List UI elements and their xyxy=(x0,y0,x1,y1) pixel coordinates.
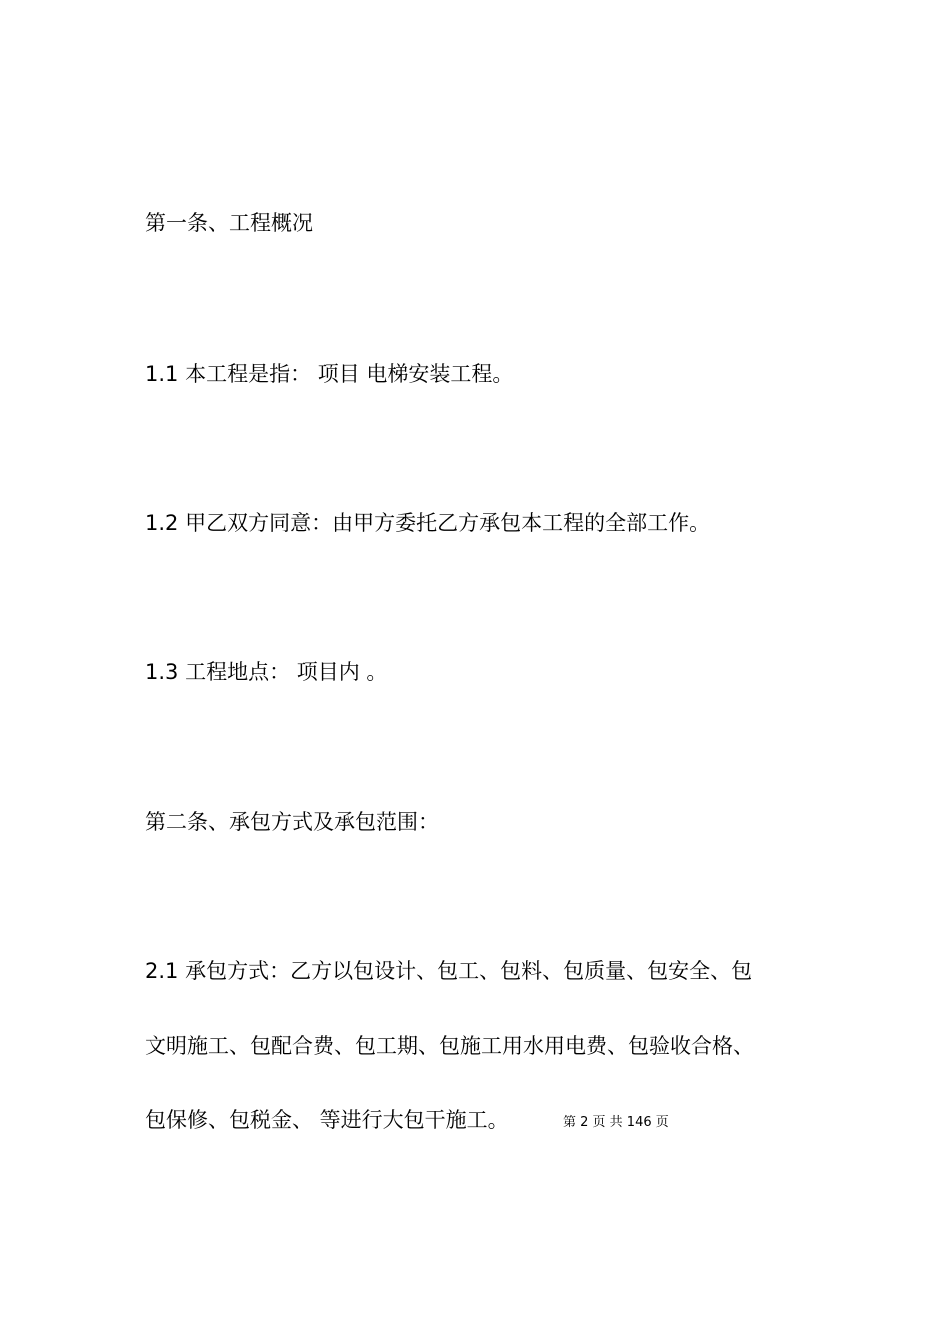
page-number: 第 2 页 共 146 页 xyxy=(563,1115,669,1130)
clause-1-3: 1.3 工程地点： 项目内 。 xyxy=(145,660,388,684)
clause-2-1-line-3: 包保修、包税金、 等进行大包干施工。 xyxy=(145,1108,509,1132)
clause-2-1-line-2: 文明施工、包配合费、包工期、包施工用水用电费、包验收合格、 xyxy=(145,1034,754,1058)
section-heading-1: 第一条、工程概况 xyxy=(145,211,313,235)
clause-2-1-line-1: 2.1 承包方式：乙方以包设计、包工、包料、包质量、包安全、包 xyxy=(145,959,753,983)
section-heading-2: 第二条、承包方式及承包范围： xyxy=(145,810,439,834)
clause-1-1: 1.1 本工程是指： 项目 电梯安装工程。 xyxy=(145,362,514,386)
clause-1-2: 1.2 甲乙双方同意：由甲方委托乙方承包本工程的全部工作。 xyxy=(145,511,711,535)
